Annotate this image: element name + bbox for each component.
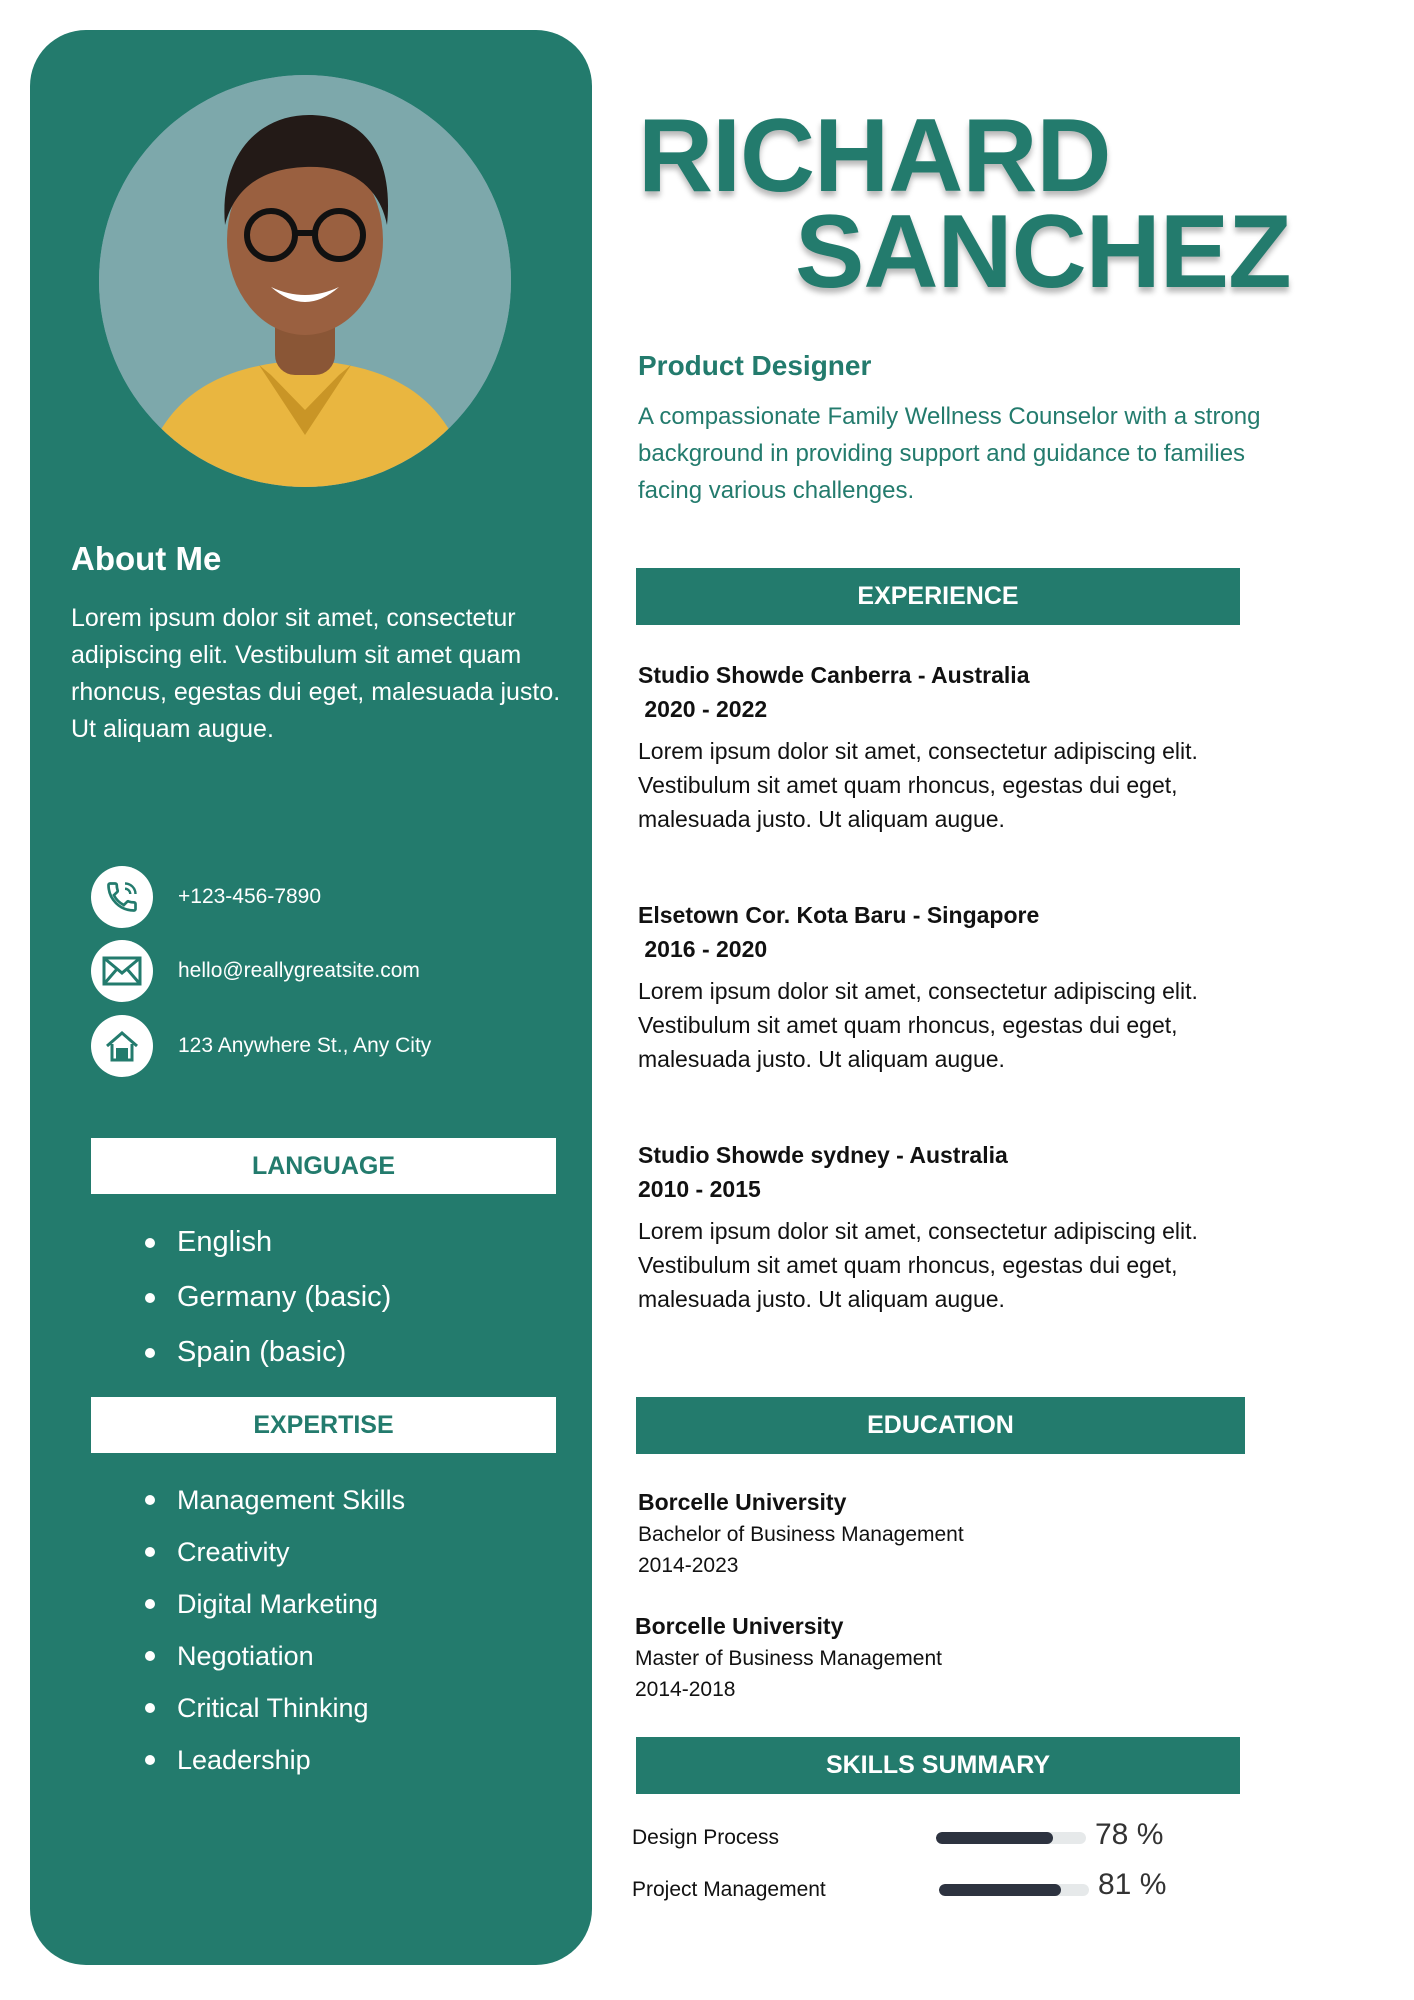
education-school: Borcelle University (638, 1489, 847, 1515)
experience-company: Studio Showde Canberra - Australia (638, 662, 1030, 688)
experience-entry (638, 1138, 1278, 1316)
education-years: 2014-2018 (635, 1678, 736, 1701)
contact-address (91, 1015, 431, 1077)
skill-bar-fill (939, 1884, 1061, 1896)
education-years: 2014-2023 (638, 1554, 739, 1577)
expertise-list (145, 1474, 405, 1786)
experience-company: Studio Showde sydney - Australia (638, 1142, 1008, 1168)
about-me-heading: About Me (71, 540, 222, 577)
experience-years: 2010 - 2015 (638, 1176, 761, 1202)
skill-label: Project Management (632, 1878, 826, 1901)
contact-phone (91, 866, 321, 928)
skill-bar-fill (936, 1832, 1053, 1844)
list-item: Negotiation (145, 1630, 405, 1682)
education-degree: Master of Business Management (635, 1647, 942, 1670)
list-item: Management Skills (145, 1474, 405, 1526)
email-address: hello@reallygreatsite.com (178, 959, 420, 982)
skill-percent: 78 % (1095, 1818, 1164, 1851)
list-item: Leadership (145, 1734, 405, 1786)
language-heading: LANGUAGE (91, 1138, 556, 1194)
list-item: English (145, 1215, 391, 1270)
experience-description: Lorem ipsum dolor sit amet, consectetur adipiscing elit. Vestibulum sit amet quam rhoncus, egestas dui eget, malesuada justo. Ut aliquam augue. (638, 978, 1198, 1072)
mail-icon (91, 940, 153, 1002)
skill-bar-track (936, 1832, 1086, 1844)
profile-photo (99, 75, 511, 487)
list-item: Digital Marketing (145, 1578, 405, 1630)
contact-email (91, 940, 420, 1002)
skill-percent: 81 % (1098, 1868, 1167, 1901)
experience-company: Elsetown Cor. Kota Baru - Singapore (638, 902, 1040, 928)
education-school: Borcelle University (635, 1613, 844, 1639)
language-list (145, 1215, 391, 1380)
home-icon (91, 1015, 153, 1077)
education-degree: Bachelor of Business Management (638, 1523, 964, 1546)
job-title: Product Designer (638, 350, 872, 381)
education-heading: EDUCATION (636, 1397, 1245, 1454)
skill-bar-track (939, 1884, 1089, 1896)
person-illustration (99, 75, 511, 487)
expertise-heading: EXPERTISE (91, 1397, 556, 1453)
experience-description: Lorem ipsum dolor sit amet, consectetur adipiscing elit. Vestibulum sit amet quam rhoncus, egestas dui eget, malesuada justo. Ut aliquam augue. (638, 738, 1198, 832)
skills-summary-heading: SKILLS SUMMARY (636, 1737, 1240, 1794)
about-me-text: Lorem ipsum dolor sit amet, consectetur adipiscing elit. Vestibulum sit amet quam rhoncus, egestas dui eget, malesuada justo. Ut aliquam augue. (71, 604, 561, 743)
first-name: RICHARD (638, 98, 1111, 214)
education-entry (635, 1609, 942, 1705)
experience-years: 2016 - 2020 (638, 936, 768, 962)
profile-summary: A compassionate Family Wellness Counselor with a strong background in providing support and guidance to families facing various challenges. (638, 403, 1261, 504)
skill-label: Design Process (632, 1826, 780, 1849)
last-name: SANCHEZ (795, 194, 1291, 310)
experience-years: 2020 - 2022 (638, 696, 768, 722)
experience-description: Lorem ipsum dolor sit amet, consectetur adipiscing elit. Vestibulum sit amet quam rhoncus, egestas dui eget, malesuada justo. Ut aliquam augue. (638, 1218, 1198, 1312)
list-item: Critical Thinking (145, 1682, 405, 1734)
education-entry (638, 1485, 964, 1581)
experience-entry (638, 658, 1278, 836)
street-address: 123 Anywhere St., Any City (178, 1034, 432, 1057)
list-item: Germany (basic) (145, 1270, 391, 1325)
experience-heading: EXPERIENCE (636, 568, 1240, 625)
experience-entry (638, 898, 1278, 1076)
phone-icon (91, 866, 153, 928)
phone-number: +123-456-7890 (178, 885, 322, 908)
list-item: Creativity (145, 1526, 405, 1578)
list-item: Spain (basic) (145, 1325, 391, 1380)
